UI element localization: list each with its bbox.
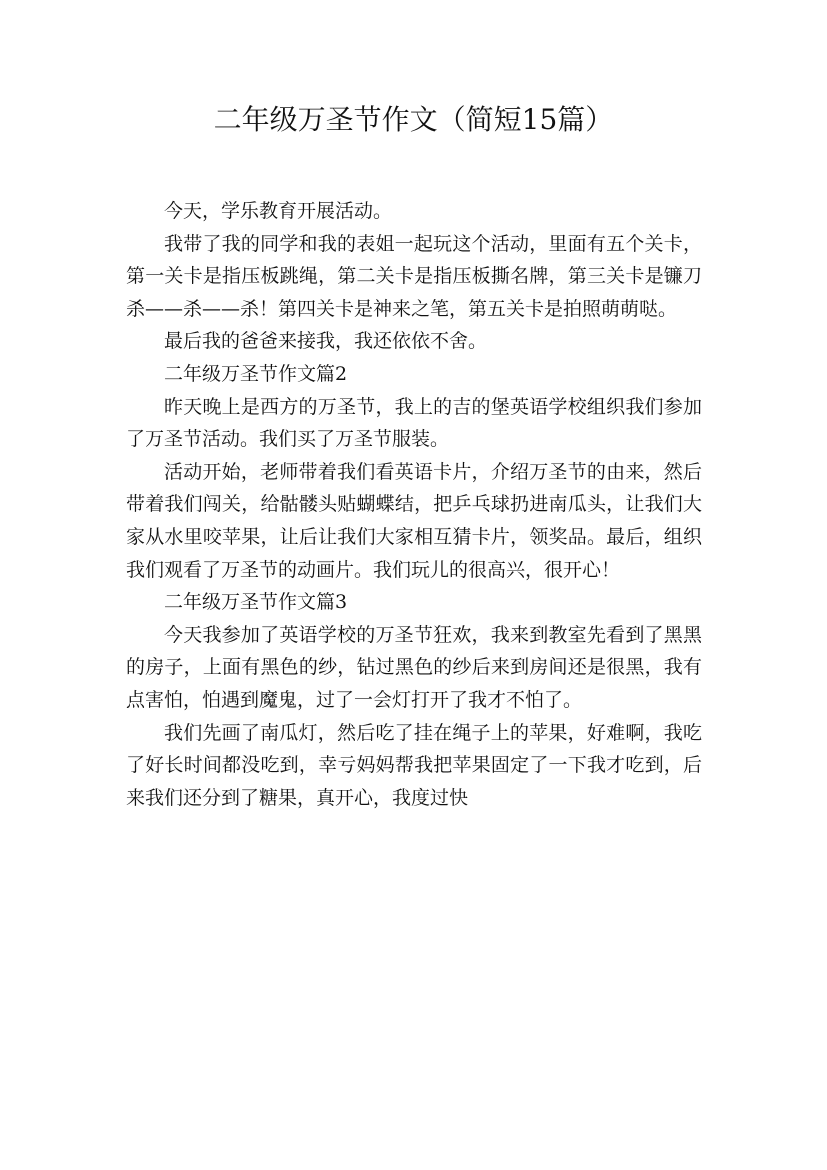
paragraph: 我带了我的同学和我的表姐一起玩这个活动，里面有五个关卡，第一关卡是指压板跳绳，第二关卡是指压板撕名牌，第三关卡是镰刀杀——杀——杀！第四关卡是神来之笔，第五关卡是拍照萌萌哒。 bbox=[126, 232, 702, 320]
section-heading: 二年级万圣节作文篇2 bbox=[164, 362, 348, 385]
document-title: 二年级万圣节作文（简短15篇） bbox=[213, 103, 614, 136]
paragraph: 我们先画了南瓜灯，然后吃了挂在绳子上的苹果，好难啊，我吃了好长时间都没吃到，幸亏妈妈帮我把苹果固定了一下我才吃到，后来我们还分到了糖果，真开心，我度过快 bbox=[126, 721, 702, 809]
paragraph: 昨天晚上是西方的万圣节，我上的吉的堡英语学校组织我们参加了万圣节活动。我们买了万圣节服装。 bbox=[126, 395, 702, 451]
document-body bbox=[126, 195, 702, 814]
section-heading: 二年级万圣节作文篇3 bbox=[164, 591, 348, 614]
paragraph: 活动开始，老师带着我们看英语卡片，介绍万圣节的由来，然后带着我们闯关，给骷髅头贴蝴蝶结，把乒乓球扔进南瓜头，让我们大家从水里咬苹果，让后让我们大家相互猜卡片，领奖品。最后，组织我们观看了万圣节的动画片。我们玩儿的很高兴，很开心！ bbox=[126, 460, 702, 581]
paragraph: 今天，学乐教育开展活动。 bbox=[164, 200, 393, 222]
paragraph: 今天我参加了英语学校的万圣节狂欢，我来到教室先看到了黑黑的房子，上面有黑色的纱，钻过黑色的纱后来到房间还是很黑，我有点害怕，怕遇到魔鬼，过了一会灯打开了我才不怕了。 bbox=[126, 623, 702, 711]
paragraph: 最后我的爸爸来接我，我还依依不舍。 bbox=[164, 330, 488, 353]
